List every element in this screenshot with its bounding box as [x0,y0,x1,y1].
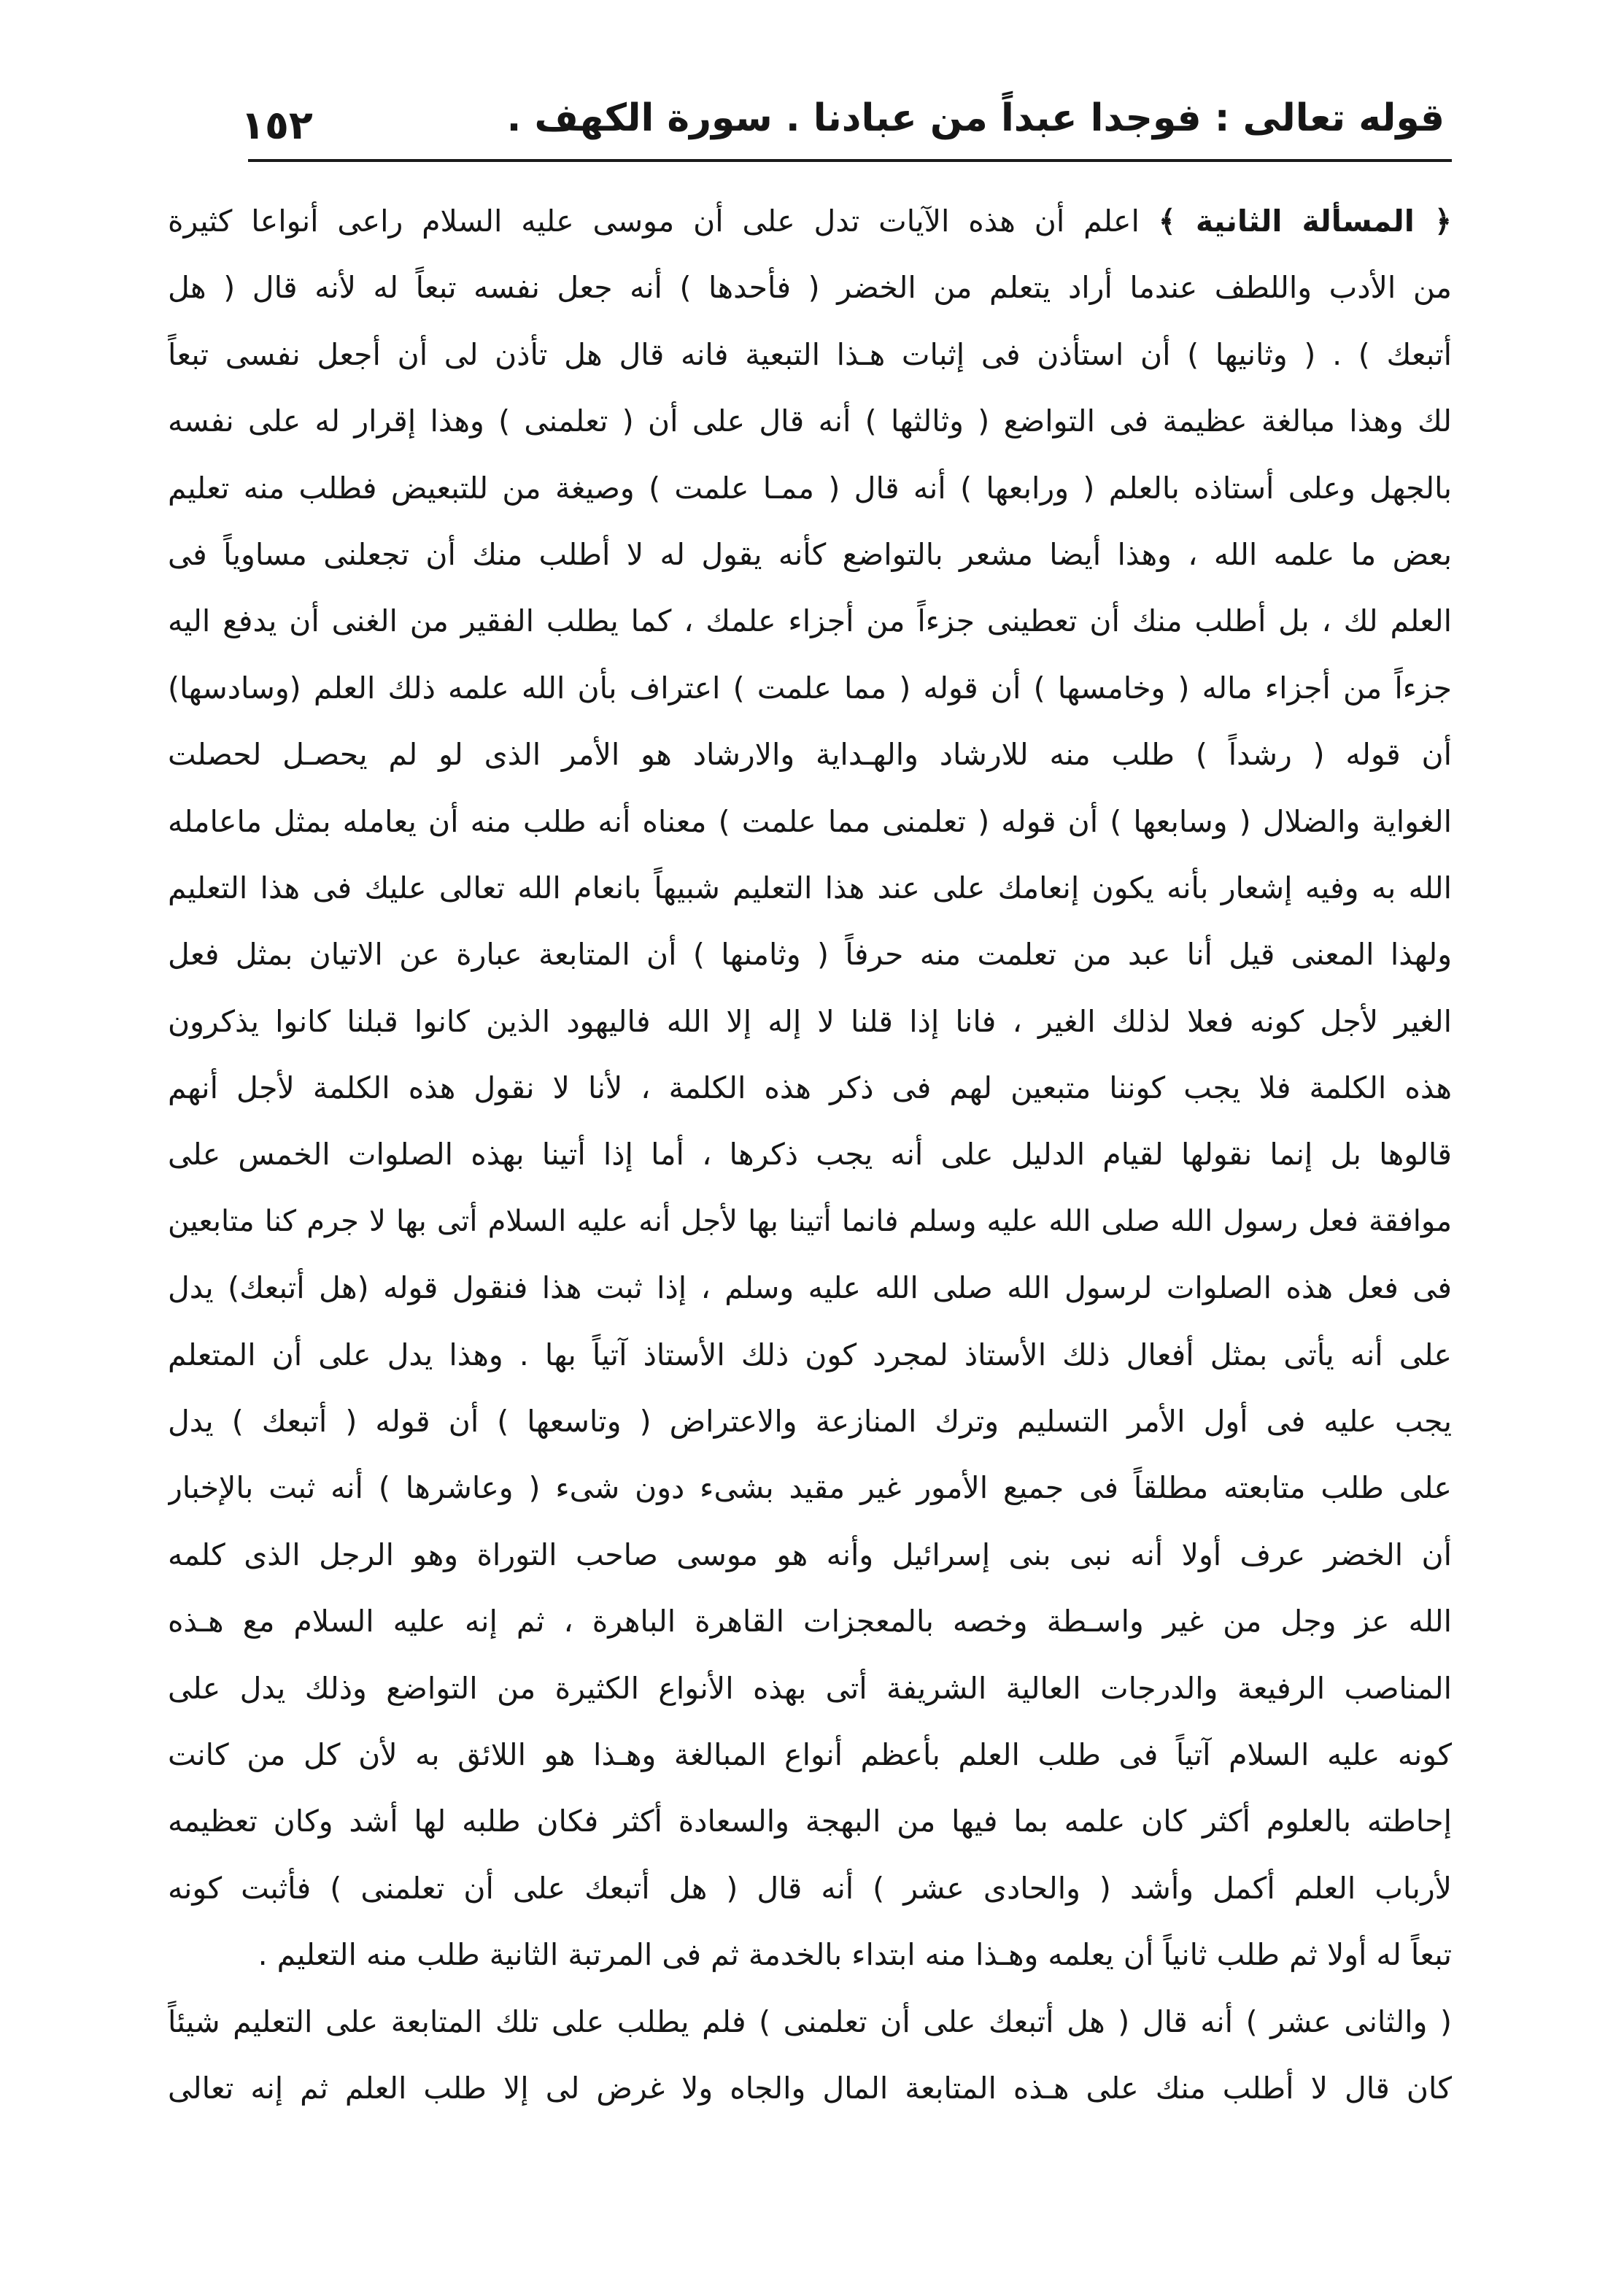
text-line: لك وهذا مبالغة عظيمة فى التواضع ( وثالثها ) أنه قال على أن ( تعلمنى ) وهذا إقرار له على نفسه [168,403,1452,439]
text-line: على أنه يأتى بمثل أفعال ذلك الأستاذ لمجرد كون ذلك الأستاذ آتياً بها . وهذا يدل على أن المتعلم [168,1337,1452,1372]
header-rule [248,159,1452,162]
text-line: الله به وفيه إشعار بأنه يكون إنعامك على عند هذا التعليم شبيهاً بانعام الله تعالى عليك فى هذا التعليم [168,870,1452,905]
body-text [168,188,1452,2231]
text-line: الغير لأجل كونه فعلا لذلك الغير ، فانا إذا قلنا لا إله إلا الله فاليهود الذين كانوا قبلنا كانوا يذكرون [168,1003,1452,1039]
text-line: لأرباب العلم أكمل وأشد ( والحادى عشر ) أنه قال ( هل أتبعك على أن تعلمنى ) فأثبت كونه [168,1870,1452,1906]
text-line: هذه الكلمة فلا يجب كوننا متبعين لهم فى ذكر هذه الكلمة ، لأنا لا نقول هذه الكلمة لأجل أنهم [168,1070,1452,1106]
text-line: أتبعك ) . ( وثانيها ) أن استأذن فى إثبات هـذا التبعية فانه قال هل تأذن لى أن أجعل نفسى تبعاً [168,336,1452,372]
text-line: موافقة فعل رسول الله صلى الله عليه وسلم فانما أتينا بها لأجل أنه عليه السلام أتى بها لا جرم كنا متابعين [168,1204,1452,1238]
text-line: كان قال لا أطلب منك على هـذه المتابعة المال والجاه ولا غرض لى إلا طلب العلم ثم إنه تعالى [168,2070,1452,2106]
text-line: جزءاً من أجزاء ماله ( وخامسها ) أن قوله ( مما علمت ) اعتراف بأن الله علمه ذلك العلم (وسادسها) [168,670,1452,706]
text-line-content: اعلم أن هذه الآيات تدل على أن موسى عليه السلام راعى أنواعا كثيرة [168,204,1140,239]
text-line [168,188,1452,255]
text-line: من الأدب واللطف عندما أراد يتعلم من الخضر ( فأحدها ) أنه جعل نفسه تبعاً له لأنه قال ( هل [168,270,1452,306]
text-line: تبعاً له أولا ثم طلب ثانياً أن يعلمه وهـذا منه ابتداء بالخدمة ثم فى المرتبة الثانية طلب منه التعليم . [258,1937,1452,1973]
page-number: ١٥٢ [241,102,313,148]
text-line: يجب عليه فى أول الأمر التسليم وترك المنازعة والاعتراض ( وتاسعها ) أن قوله ( أتبعك ) يدل [168,1404,1452,1440]
text-line: الله عز وجل من غير واسـطة وخصه بالمعجزات القاهرة الباهرة ، ثم إنه عليه السلام مع هـذه [168,1604,1452,1639]
text-line: أن قوله ( رشداً ) طلب منه للارشاد والهـداية والارشاد هو الأمر الذى لو لم يحصـل لحصلت [168,737,1452,773]
text-line: أن الخضر عرف أولا أنه نبى بنى إسرائيل وأنه هو موسى صاحب التوراة وهو الرجل الذى كلمه [168,1537,1452,1572]
text-line: بالجهل وعلى أستاذه بالعلم ( ورابعها ) أنه قال ( ممـا علمت ) وصيغة من للتبعيض فطلب منه تعليم [168,470,1452,506]
section-heading: ﴿ المسألة الثانية ﴾ [1158,204,1452,239]
page-header [241,67,1445,155]
text-line: المناصب الرفيعة والدرجات العالية الشريفة أتى بهذه الأنواع الكثيرة من التواضع وذلك يدل على [168,1670,1452,1706]
text-line: كونه عليه السلام آتياً فى طلب العلم بأعظم أنواع المبالغة وهـذا هو اللائق به لأن كل من كانت [168,1736,1452,1772]
running-title: قوله تعالى : فوجدا عبداً من عبادنا . سورة الكهف . [506,96,1445,140]
text-line: على طلب متابعته مطلقاً فى جميع الأمور غير مقيد بشىء دون شىء ( وعاشرها ) أنه ثبت بالإخبار [168,1470,1452,1506]
text-line: إحاطته بالعلوم أكثر كان علمه بما فيها من البهجة والسعادة أكثر فكان طلبه لها أشد وكان تعظيمه [168,1804,1452,1839]
text-line: ولهذا المعنى قيل أنا عبد من تعلمت منه حرفاً ( وثامنها ) أن المتابعة عبارة عن الاتيان بمثل فعل [168,937,1452,973]
text-line: الغواية والضلال ( وسابعها ) أن قوله ( تعلمنى مما علمت ) معناه أنه طلب منه أن يعامله بمثل ماعامله [168,803,1452,839]
text-line: ( والثانى عشر ) أنه قال ( هل أتبعك على أن تعلمنى ) فلم يطلب على تلك المتابعة على التعليم شيئاً [168,2004,1452,2039]
text-line: بعض ما علمه الله ، وهذا أيضا مشعر بالتواضع كأنه يقول له لا أطلب منك أن تجعلنى مساوياً فى [168,536,1452,572]
text-line: قالوها بل إنما نقولها لقيام الدليل على أنه يجب ذكرها ، أما إذا أتينا بهذه الصلوات الخمس على [168,1137,1452,1172]
text-line: فى فعل هذه الصلوات لرسول الله صلى الله عليه وسلم ، إذا ثبت هذا فنقول قوله (هل أتبعك) يدل [168,1270,1452,1306]
text-line: العلم لك ، بل أطلب منك أن تعطينى جزءاً من أجزاء علمك ، كما يطلب الفقير من الغنى أن يدفع اليه [168,603,1452,639]
